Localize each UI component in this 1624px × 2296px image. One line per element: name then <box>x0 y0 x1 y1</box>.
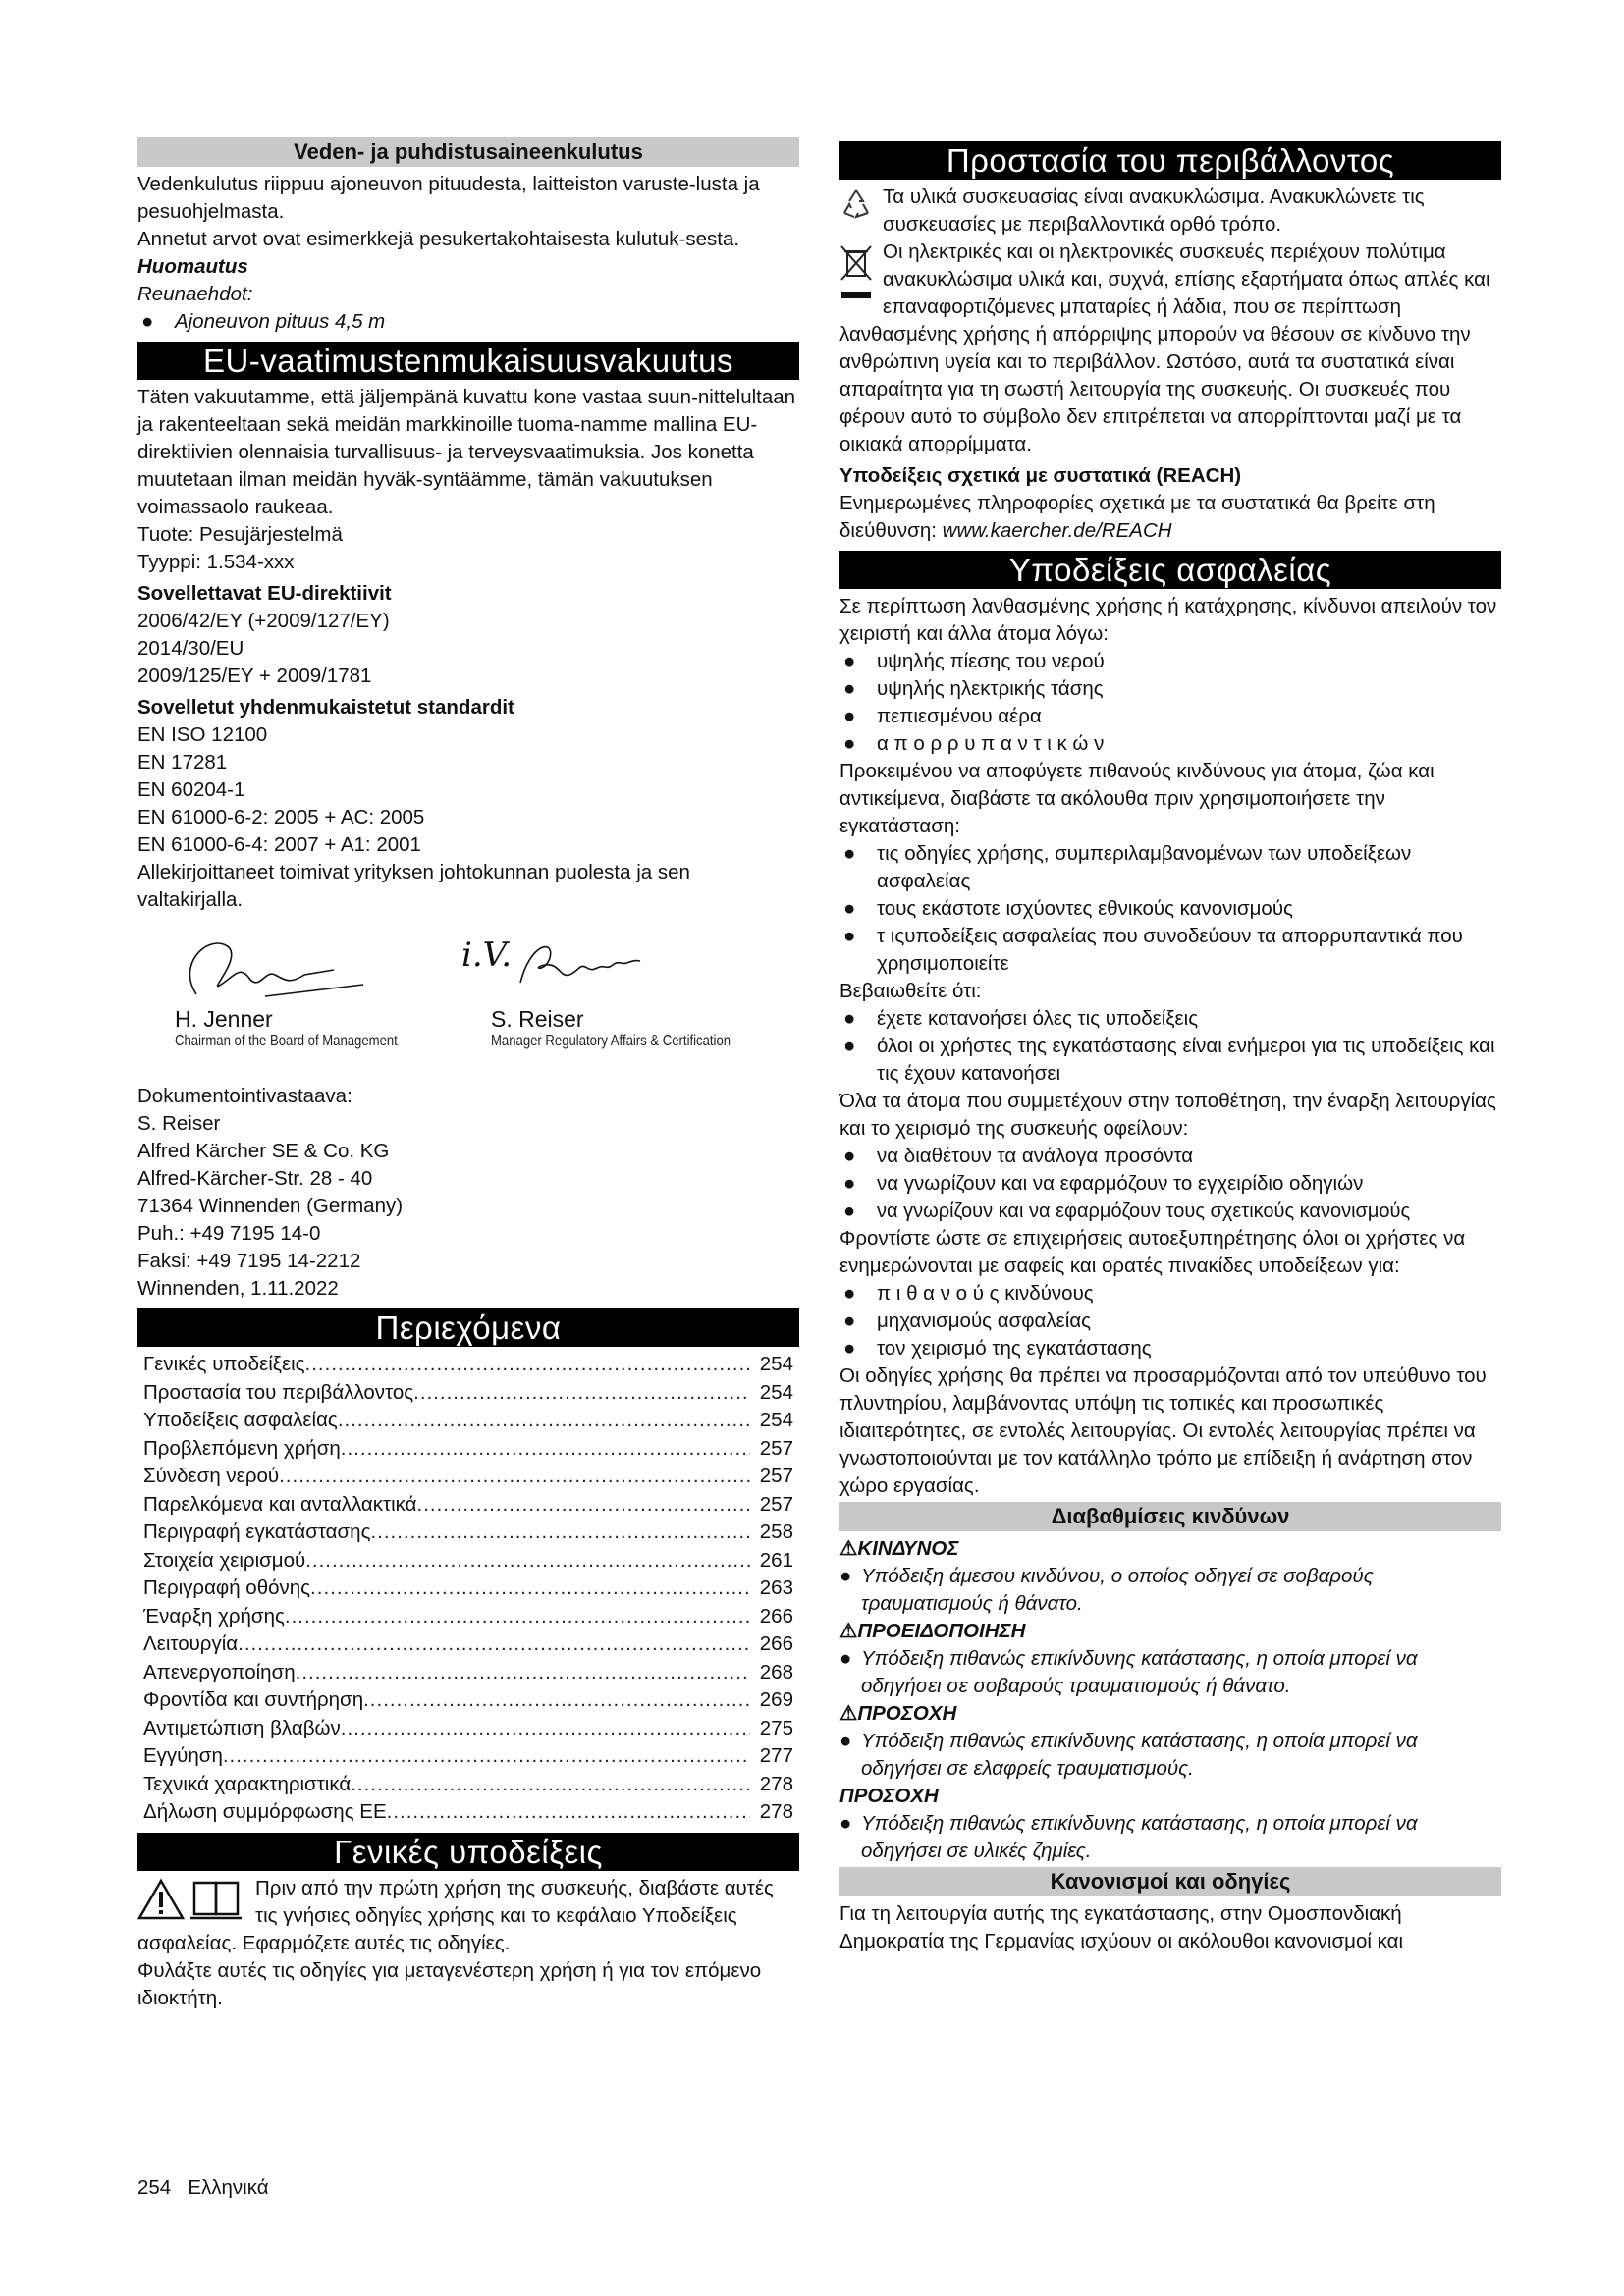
toc-leader-dots <box>387 1798 750 1827</box>
recycle-icon <box>839 187 873 221</box>
env-heading: Προστασία του περιβάλλοντος <box>839 141 1501 180</box>
toc-item-page: 278 <box>759 1800 793 1823</box>
toc-item-page: 254 <box>759 1380 793 1404</box>
toc-item-title: Απενεργοποίηση <box>143 1660 296 1683</box>
toc-item-title: Περιγραφή εγκατάστασης <box>143 1521 371 1543</box>
toc-item-title: Δήλωση συμμόρφωσης ΕΕ <box>143 1800 387 1823</box>
toc-leader-dots <box>279 1463 750 1491</box>
doc-line: Alfred Kärcher SE & Co. KG <box>137 1140 390 1162</box>
signature-jenner <box>167 926 393 1014</box>
levels-heading: Διαβαθμίσεις κινδύνων <box>839 1502 1501 1531</box>
ensure-item: ● όλοι οι χρήστες της εγκατάστασης είναι ενήμεροι για τις υποδείξεις και τις έχουν κατανοήσει <box>843 1035 1495 1085</box>
directive: 2014/30/EU <box>137 637 244 660</box>
general-p1: Πριν από την πρώτη χρήση της συσκευής, διαβάστε αυτές τις γνήσιες οδηγίες χρήσης και το κεφάλαιο Υποδείξεις ασφαλείας. Εφαρμόζετε αυτές τις οδηγίες. <box>137 1876 774 1954</box>
standard: EN 61000-6-2: 2005 + AC: 2005 <box>137 806 425 828</box>
hazard-level-name: ΚΙΝΔΥΝΟΣ <box>857 1537 959 1560</box>
sig1-role: Chairman of the Board of Management <box>175 1033 398 1049</box>
toc-item[interactable] <box>137 1547 799 1575</box>
must-item: ● να διαθέτουν τα ανάλογα προσόντα <box>843 1145 1194 1167</box>
env-p2: Οι ηλεκτρικές και οι ηλεκτρονικές συσκευές περιέχουν πολύτιμα ανακυκλώσιμα υλικά και, συχνά, επίσης εξαρτήματα όπως απλές και επαναφορτιζόμενες μπαταρίες ή λάδια, που σε περίπτωση λανθασμένης χρήσης ή απόρριψης μπορούν να θέσουν σε κίνδυνο την ανθρώπινη υγεία και το περιβάλλον. Ωστόσο, αυτά τα συστατικά είναι απαραίτητα για τη σωστή λειτουργία της συσκευής. Οι συσκευές που φέρουν αυτό το σύμβολο δεν επιτρέπεται να απορρίπτονται μαζί με τα οικιακά απορρίμματα. <box>839 240 1490 455</box>
toc-item-page: 254 <box>759 1409 793 1431</box>
directive: 2006/42/EY (+2009/127/EY) <box>137 610 390 632</box>
eu-intro: Täten vakuutamme, että jäljempänä kuvattu kone vastaa suun-nittelultaan ja rakenteeltaan sekä meidän markkinoille tuoma-namme mallina EU-direktiivien olennaisia turvallisuus- ja terveysvaatimuksia. Jos konetta muutetaan ilman meidän hyväk-syntäämme, tämän vakuutuksen voimassaolo raukeaa. <box>137 386 796 518</box>
safety-p2: Προκειμένου να αποφύγετε πιθανούς κινδύνους για άτομα, ζώα και αντικείμενα, διαβάστε τα ακόλουθα πριν χρησιμοποιήσετε την εγκατάσταση: <box>839 760 1435 837</box>
risk-item: ● υψηλής ηλεκτρικής τάσης <box>843 677 1104 700</box>
levels-list <box>839 1535 1501 1865</box>
doc-line: Dokumentointivastaava: <box>137 1085 352 1107</box>
env-recycle-row <box>839 184 1501 239</box>
toc-item[interactable] <box>137 1603 799 1631</box>
sig2-prefix: i.V. <box>461 935 513 975</box>
toc-leader-dots <box>305 1351 750 1379</box>
toc-item[interactable] <box>137 1407 799 1435</box>
toc-leader-dots <box>238 1630 750 1659</box>
bullet: ● <box>839 1812 852 1835</box>
directive: 2009/125/EY + 2009/1781 <box>137 665 372 687</box>
toc-leader-dots <box>341 1435 750 1464</box>
ensure-label: Βεβαιωθείτε ότι: <box>839 980 982 1002</box>
toc-leader-dots <box>285 1603 750 1631</box>
bullet: ● <box>839 1730 852 1752</box>
signature-reiser <box>511 924 668 1002</box>
toc-leader-dots <box>310 1575 750 1603</box>
toc-item[interactable] <box>137 1379 799 1408</box>
toc-item-title: Περιγραφή οθόνης <box>143 1576 311 1599</box>
rules-text: Για τη λειτουργία αυτής της εγκατάστασης, στην Ομοσπονδιακή Δημοκρατία της Γερμανίας ισχύουν οι ακόλουθοι κανονισμοί και <box>839 1902 1404 1952</box>
risk-item: ● υψηλής πίεσης του νερού <box>843 650 1105 672</box>
read-item: ● τους εκάστοτε ισχύοντες εθνικούς κανονισμούς <box>843 897 1293 920</box>
toc-item[interactable] <box>137 1351 799 1379</box>
page-footer <box>137 2176 269 2200</box>
doc-line: Puh.: +49 7195 14-0 <box>137 1222 321 1245</box>
toc-item-title: Τεχνικά χαρακτηριστικά <box>143 1772 352 1795</box>
note-item: ● Ajoneuvon pituus 4,5 m <box>141 310 386 333</box>
directives-title: Sovellettavat EU-direktiivit <box>137 582 392 605</box>
toc-item-title: Γενικές υποδείξεις <box>143 1353 305 1375</box>
doc-line: Winnenden, 1.11.2022 <box>137 1277 339 1300</box>
sign-item: ● π ι θ α ν ο ύ ς κινδύνους <box>843 1282 1094 1305</box>
doc-line: S. Reiser <box>137 1112 221 1135</box>
eu-product: Tuote: Pesujärjestelmä <box>137 523 343 546</box>
warning-manual-icon <box>137 1877 247 1922</box>
env-p1: Τα υλικά συσκευασίας είναι ανακυκλώσιμα. Ανακυκλώνετε τις συσκευασίες με περιβαλλοντικά ορθό τρόπο. <box>883 186 1425 236</box>
safety-intro: Σε περίπτωση λανθασμένης χρήσης ή κατάχρησης, κίνδυνοι απειλούν τον χειριστή και άλλα άτομα λόγω: <box>839 595 1497 645</box>
note-title: Huomautus <box>137 255 248 278</box>
toc-item-title: Εγγύηση <box>143 1744 223 1767</box>
toc-item-page: 278 <box>759 1772 793 1795</box>
toc-item[interactable] <box>137 1659 799 1687</box>
general-p2: Φυλάξτε αυτές τις οδηγίες για μεταγενέστερη χρήση ή για τον επόμενο ιδιοκτήτη. <box>137 1958 762 2009</box>
rules-heading: Κανονισμοί και οδηγίες <box>839 1867 1501 1896</box>
toc-item-title: Στοιχεία χειρισμού <box>143 1548 306 1572</box>
hazard-level-label <box>839 1700 1501 1728</box>
toc-heading: Περιεχόμενα <box>137 1308 799 1347</box>
hazard-level-description <box>839 1563 1501 1618</box>
toc-item-page: 261 <box>759 1548 793 1572</box>
hazard-level-label <box>839 1783 1501 1810</box>
toc-item-page: 257 <box>759 1436 793 1460</box>
eu-heading: EU-vaatimustenmukaisuusvakuutus <box>137 342 799 380</box>
toc-leader-dots <box>363 1686 750 1715</box>
toc-item-page: 266 <box>759 1632 793 1655</box>
hazard-level-name: ΠΡΟΕΙΔΟΠΟΙΗΣΗ <box>857 1620 1026 1642</box>
hazard-level-description <box>839 1728 1501 1783</box>
toc-item-title: Φροντίδα και συντήρηση <box>143 1688 364 1711</box>
standard: EN 60204-1 <box>137 778 245 801</box>
general-heading: Γενικές υποδείξεις <box>137 1833 799 1871</box>
hazard-level-text: Υπόδειξη πιθανώς επικίνδυνης κατάστασης, η οποία μπορεί να οδηγήσει σε σοβαρούς τραυματισμούς ή θάνατο. <box>861 1647 1418 1697</box>
toc-item-page: 257 <box>759 1465 793 1487</box>
doc-line: 71364 Winnenden (Germany) <box>137 1195 404 1217</box>
general-block <box>137 1875 799 1957</box>
toc-item-title: Έναρξη χρήσης <box>143 1604 285 1628</box>
toc-item[interactable] <box>137 1715 799 1743</box>
risk-item: ● α π ο ρ ρ υ π α ν τ ι κ ώ ν <box>843 732 1105 755</box>
toc-item-page: 277 <box>759 1744 793 1767</box>
doc-line: Alfred-Kärcher-Str. 28 - 40 <box>137 1167 373 1190</box>
eu-type: Tyyppi: 1.534-xxx <box>137 551 295 573</box>
reach-title: Υποδείξεις σχετικά με συστατικά (REACH) <box>839 464 1242 487</box>
standard: EN ISO 12100 <box>137 723 268 746</box>
sign-item: ● μηχανισμούς ασφαλείας <box>843 1309 1092 1332</box>
water-heading: Veden- ja puhdistusaineenkulutus <box>137 137 799 167</box>
water-p1: Vedenkulutus riippuu ajoneuvon pituudesta, laitteiston varuste-lusta ja pesuohjelmasta. <box>137 173 760 223</box>
toc-leader-dots <box>223 1742 750 1771</box>
toc-item-title: Παρελκόμενα και ανταλλακτικά <box>143 1492 417 1516</box>
toc-item-page: 254 <box>759 1353 793 1375</box>
page-number: 254 <box>137 2176 172 2199</box>
sig2-name: S. Reiser <box>491 1006 584 1032</box>
toc-leader-dots <box>370 1519 750 1547</box>
warning-triangle-icon: ⚠ <box>839 1537 858 1560</box>
sig2-role: Manager Regulatory Affairs & Certification <box>491 1033 731 1049</box>
standard: EN 17281 <box>137 751 228 774</box>
risk-item: ● πεπιεσμένου αέρα <box>843 705 1042 727</box>
reach-text: Ενημερωμένες πληροφορίες σχετικά με τα συστατικά θα βρείτε στη διεύθυνση: www.kaercher.de/REACH <box>839 492 1435 542</box>
safety-p3: Όλα τα άτομα που συμμετέχουν στην τοποθέτηση, την έναρξη λειτουργίας και το χειρισμό της συσκευής οφείλουν: <box>839 1090 1496 1140</box>
toc-item[interactable] <box>137 1491 799 1520</box>
toc-item-title: Σύνδεση νερού <box>143 1465 280 1487</box>
toc-list <box>137 1351 799 1827</box>
toc-leader-dots <box>413 1379 750 1408</box>
toc-leader-dots <box>351 1771 750 1799</box>
toc-item-title: Προβλεπόμενη χρήση <box>143 1436 341 1460</box>
toc-item[interactable] <box>137 1630 799 1659</box>
note-sub: Reunaehdot: <box>137 283 253 305</box>
bullet: ● <box>839 1565 852 1587</box>
page-language: Ελληνικά <box>188 2176 269 2199</box>
must-item: ● να γνωρίζουν και να εφαρμόζουν τους σχετικούς κανονισμούς <box>843 1201 1411 1222</box>
toc-item-page: 275 <box>759 1716 793 1739</box>
water-p2: Annetut arvot ovat esimerkkejä pesukertakohtaisesta kulutuk-sesta. <box>137 228 740 250</box>
toc-item-page: 266 <box>759 1604 793 1628</box>
sign-item: ● τον χειρισμό της εγκατάστασης <box>843 1337 1152 1360</box>
toc-leader-dots <box>338 1407 750 1435</box>
toc-item-title: Προστασία του περιβάλλοντος <box>143 1380 414 1404</box>
eu-signed: Allekirjoittaneet toimivat yrityksen johtokunnan puolesta ja sen valtakirjalla. <box>137 861 690 911</box>
warning-triangle-icon: ⚠ <box>839 1702 858 1725</box>
crossed-bin-icon <box>839 242 873 305</box>
toc-item[interactable] <box>137 1742 799 1771</box>
toc-leader-dots <box>341 1715 750 1743</box>
read-item: ● τις οδηγίες χρήσης, συμπεριλαμβανομένων των υποδείξεων ασφαλείας <box>843 842 1412 892</box>
toc-item[interactable] <box>137 1519 799 1547</box>
toc-item-title: Αντιμετώπιση βλαβών <box>143 1716 341 1739</box>
hazard-level-name: ΠΡΟΣΟΧΗ <box>839 1785 939 1807</box>
toc-item[interactable] <box>137 1798 799 1827</box>
must-item: ● να γνωρίζουν και να εφαρμόζουν το εγχειρίδιο οδηγιών <box>843 1172 1364 1195</box>
left-column <box>137 135 799 2012</box>
sig1-name: H. Jenner <box>175 1006 273 1032</box>
read-item: ● τ ιςυποδείξεις ασφαλείας που συνοδεύουν τα απορρυπαντικά που χρησιμοποιείτε <box>843 925 1463 975</box>
hazard-level-name: ΠΡΟΣΟΧΗ <box>857 1702 957 1725</box>
safety-p4: Φροντίστε ώστε σε επιχειρήσεις αυτοεξυπηρέτησης όλοι οι χρήστες να ενημερώνονται με σαφείς και ορατές πινακίδες υποδείξεων για: <box>839 1227 1466 1277</box>
standard: EN 61000-6-4: 2007 + A1: 2001 <box>137 833 421 856</box>
toc-item-title: Λειτουργία <box>143 1632 239 1655</box>
toc-item[interactable] <box>137 1575 799 1603</box>
right-column <box>839 135 1501 1955</box>
hazard-level-description <box>839 1810 1501 1865</box>
toc-leader-dots <box>417 1491 750 1520</box>
toc-item-page: 268 <box>759 1660 793 1683</box>
hazard-level-label <box>839 1618 1501 1645</box>
toc-item[interactable] <box>137 1686 799 1715</box>
hazard-level-label <box>839 1535 1501 1563</box>
doc-line: Faksi: +49 7195 14-2212 <box>137 1250 361 1272</box>
warning-triangle-icon: ⚠ <box>839 1620 858 1642</box>
env-weee-row <box>839 239 1501 458</box>
signatures <box>137 914 799 1061</box>
toc-leader-dots <box>296 1659 750 1687</box>
toc-item[interactable] <box>137 1435 799 1464</box>
hazard-level-text: Υπόδειξη πιθανώς επικίνδυνης κατάστασης, η οποία μπορεί να οδηγήσει σε ελαφρείς τραυματισμούς. <box>861 1730 1418 1780</box>
hazard-level-text: Υπόδειξη άμεσου κινδύνου, ο οποίος οδηγεί σε σοβαρούς τραυματισμούς ή θάνατο. <box>861 1565 1374 1615</box>
toc-item[interactable] <box>137 1463 799 1491</box>
bullet: ● <box>839 1647 852 1670</box>
toc-item-page: 258 <box>759 1521 793 1543</box>
toc-item-page: 257 <box>759 1492 793 1516</box>
toc-item-page: 269 <box>759 1688 793 1711</box>
toc-item-page: 263 <box>759 1576 793 1599</box>
toc-item[interactable] <box>137 1771 799 1799</box>
hazard-level-text: Υπόδειξη πιθανώς επικίνδυνης κατάστασης, η οποία μπορεί να οδηγήσει σε υλικές ζημίες. <box>861 1812 1418 1862</box>
safety-p5: Οι οδηγίες χρήσης θα πρέπει να προσαρμόζονται από τον υπεύθυνο του πλυντηρίου, λαμβάνοντας υπόψη τις τοπικές και προσωπικές ιδιαιτερότητες, σε εντολές λειτουργίας. Οι εντολές λειτουργίας πρέπει να γνωστοποιούνται με τον κατάλληλο τρόπο με επίδειξη ή ανάρτηση στον χώρο εργασίας. <box>839 1364 1487 1497</box>
safety-heading: Υποδείξεις ασφαλείας <box>839 551 1501 589</box>
hazard-level-description <box>839 1645 1501 1700</box>
reach-url[interactable]: www.kaercher.de/REACH <box>942 519 1172 542</box>
toc-leader-dots <box>305 1547 750 1575</box>
standards-title: Sovelletut yhdenmukaistetut standardit <box>137 696 514 719</box>
toc-item-title: Υποδείξεις ασφαλείας <box>143 1409 338 1431</box>
ensure-item: ● έχετε κατανοήσει όλες τις υποδείξεις <box>843 1007 1199 1030</box>
